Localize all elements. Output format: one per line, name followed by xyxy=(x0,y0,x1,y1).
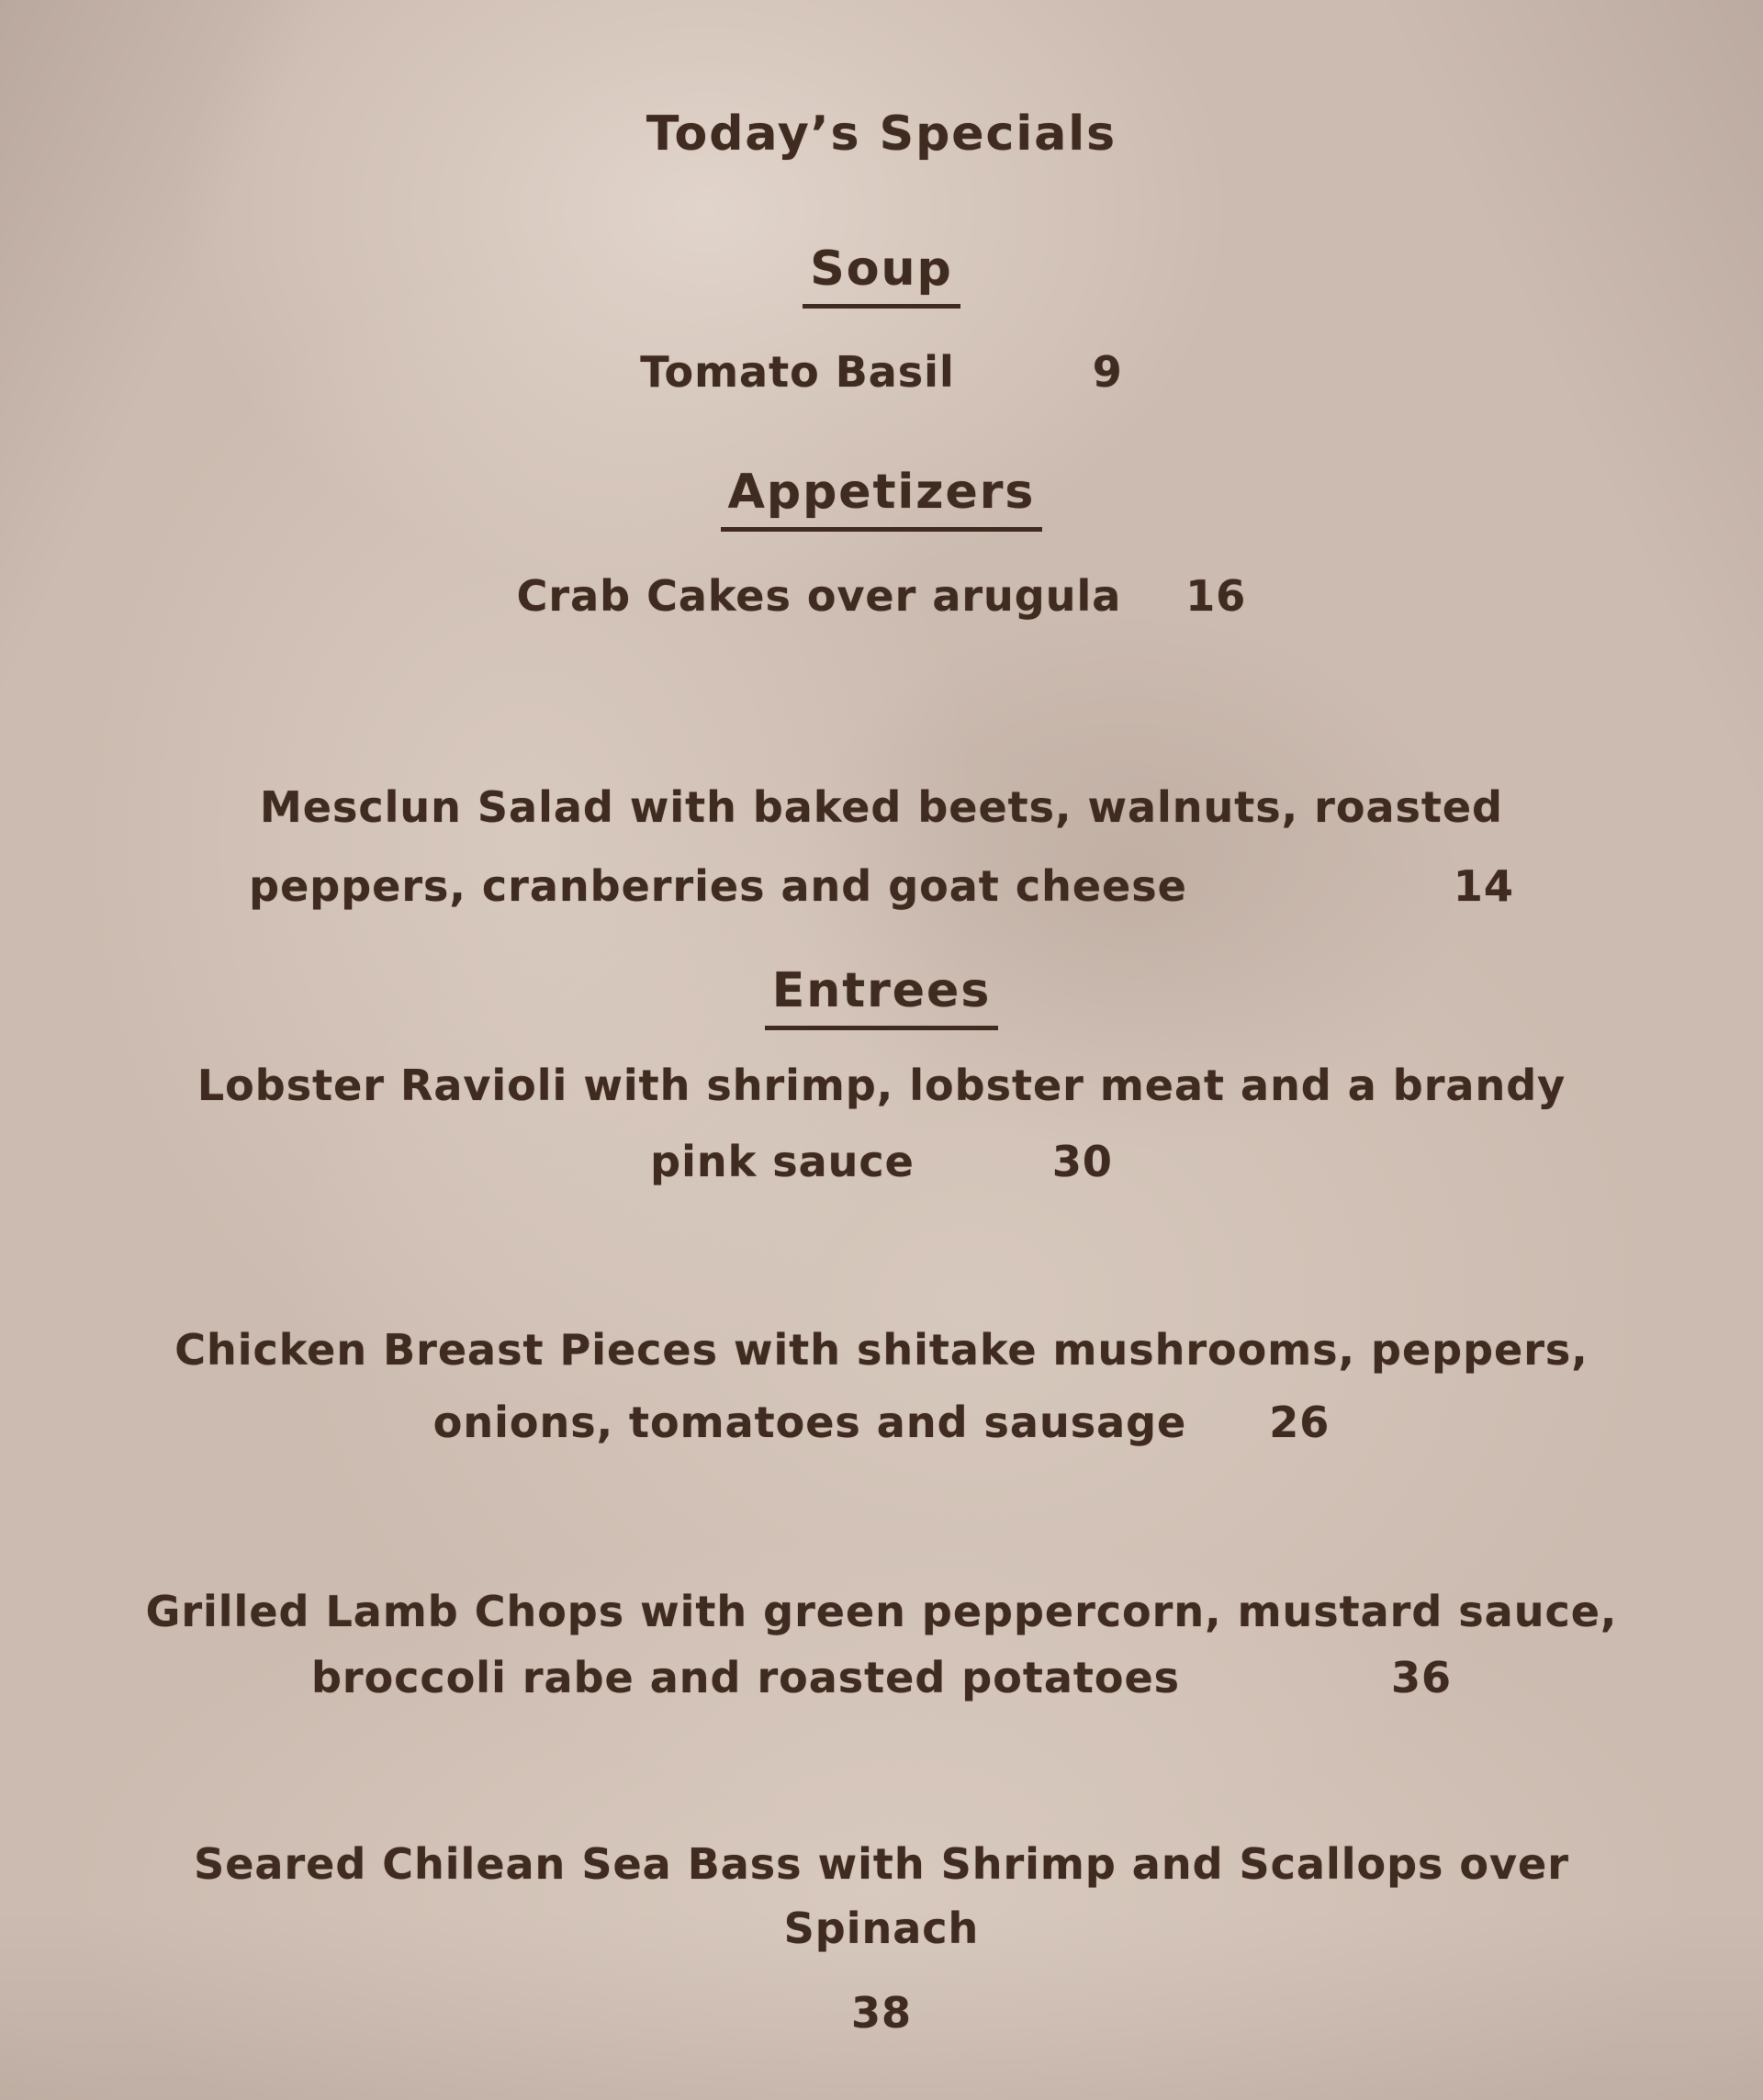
menu-item-lobster-ravioli-line1 xyxy=(0,1061,1763,1111)
item-price: 26 xyxy=(1269,1398,1331,1447)
menu-item-sea-bass-price xyxy=(0,1988,1763,2038)
item-name: broccoli rabe and roasted potatoes xyxy=(310,1653,1181,1702)
section-heading-soup xyxy=(0,241,1763,309)
item-price: 14 xyxy=(1453,861,1514,911)
section-heading-entrees-text: Entrees xyxy=(765,962,999,1030)
menu-item-mesclun-salad-line2 xyxy=(0,861,1763,912)
menu-item-chicken-breast-line2 xyxy=(0,1398,1763,1448)
section-heading-soup-text: Soup xyxy=(803,241,960,309)
item-name: Lobster Ravioli with shrimp, lobster meat and a brandy xyxy=(197,1061,1566,1110)
section-heading-appetizers xyxy=(0,464,1763,532)
item-price: 36 xyxy=(1391,1653,1453,1702)
item-price: 38 xyxy=(850,1988,912,2038)
item-name: Seared Chilean Sea Bass with Shrimp and Scallops over xyxy=(194,1839,1569,1889)
menu-item-sea-bass-line2 xyxy=(0,1903,1763,1954)
item-price: 9 xyxy=(1092,347,1123,397)
menu-item-chicken-breast-line1 xyxy=(0,1325,1763,1376)
item-price: 30 xyxy=(1051,1137,1113,1186)
item-name: Grilled Lamb Chops with green peppercorn, mustard sauce, xyxy=(145,1587,1618,1636)
page-title: Today’s Specials xyxy=(646,107,1117,162)
item-name: Spinach xyxy=(783,1903,980,1953)
item-name: peppers, cranberries and goat cheese xyxy=(249,861,1187,911)
section-heading-appetizers-text: Appetizers xyxy=(721,464,1043,532)
menu-item-tomato-basil xyxy=(0,347,1763,398)
menu-item-mesclun-salad-line1 xyxy=(0,782,1763,833)
menu-item-lamb-chops-line2 xyxy=(0,1653,1763,1703)
menu-item-lamb-chops-line1 xyxy=(0,1587,1763,1637)
item-name: onions, tomatoes and sausage xyxy=(432,1398,1187,1447)
item-name: Chicken Breast Pieces with shitake mushrooms, peppers, xyxy=(174,1325,1589,1375)
item-name: Tomato Basil xyxy=(640,347,955,397)
menu-item-lobster-ravioli-line2 xyxy=(0,1137,1763,1187)
item-name: Crab Cakes over arugula xyxy=(516,571,1122,621)
item-price: 16 xyxy=(1185,571,1247,621)
section-heading-entrees xyxy=(0,962,1763,1030)
item-name: Mesclun Salad with baked beets, walnuts, roasted xyxy=(260,782,1503,832)
menu-item-crab-cakes xyxy=(0,571,1763,622)
menu-item-sea-bass-line1 xyxy=(0,1839,1763,1890)
item-name: pink sauce xyxy=(650,1137,915,1186)
